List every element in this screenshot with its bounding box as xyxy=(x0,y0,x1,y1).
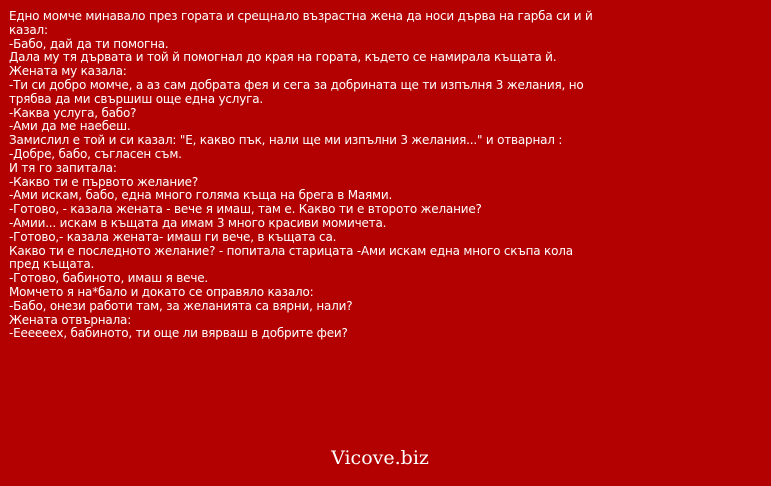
story-line: -Ами искам, бабо, една много голяма къща на брега в Маями. xyxy=(9,188,393,203)
story-line: -Какво ти е първото желание? xyxy=(9,174,198,189)
story-line: -Бабо, онези работи там, за желанията са вярни, нали? xyxy=(9,298,353,313)
story-line: Дала му тя дървата и той й помогнал до края на гората, където се намирала къщата й. Жената му казала: xyxy=(9,50,557,79)
story-line: И тя го запитала: xyxy=(9,160,117,175)
story-line: -Ами да ме наебеш. xyxy=(9,119,131,134)
story-line: Какво ти е последното желание? - попитала старицата -Ами искам една много скъпа кола пред къщата. xyxy=(9,243,573,272)
story-line: -Готово,- казала жената- имаш ги вече, в къщата са. xyxy=(9,229,337,244)
story-text xyxy=(9,10,599,341)
story-line: -Готово, - казала жената - вече я имаш, там е. Какво ти е второто желание? xyxy=(9,202,482,217)
story-line: Замислил е той и си казал: "Е, какво пък, нали ще ми изпълни 3 желания..." и отварнал : xyxy=(9,133,563,148)
story-line: Едно момче минавало през гората и срещнало възрастна жена да носи дърва на гарба си и й казал: xyxy=(9,9,593,37)
story-line: -Каква услуга, бабо? xyxy=(9,105,137,120)
story-line: -Ееееeех, бабиното, ти още ли вярваш в добрите феи? xyxy=(9,326,348,341)
story-line: -Добре, бабо, съгласен съм. xyxy=(9,146,182,161)
story-line: Жената отвърнала: xyxy=(9,312,132,327)
story-line: -Готово, бабиното, имаш я вече. xyxy=(9,271,209,286)
story-line: Момчето я на*бало и докато се оправяло казало: xyxy=(9,284,314,299)
story-line: -Ти си добро момче, а аз сам добрата фея и сега за добрината ще ти изпълня 3 желания, но трябва да ми свършиш още една услуга. xyxy=(9,77,584,106)
story-line: -Амии... искам в къщата да имам 3 много красиви момичета. xyxy=(9,215,387,230)
site-watermark: Vicove.biz xyxy=(331,447,429,469)
story-line: -Бабо, дай да ти помогна. xyxy=(9,36,169,51)
